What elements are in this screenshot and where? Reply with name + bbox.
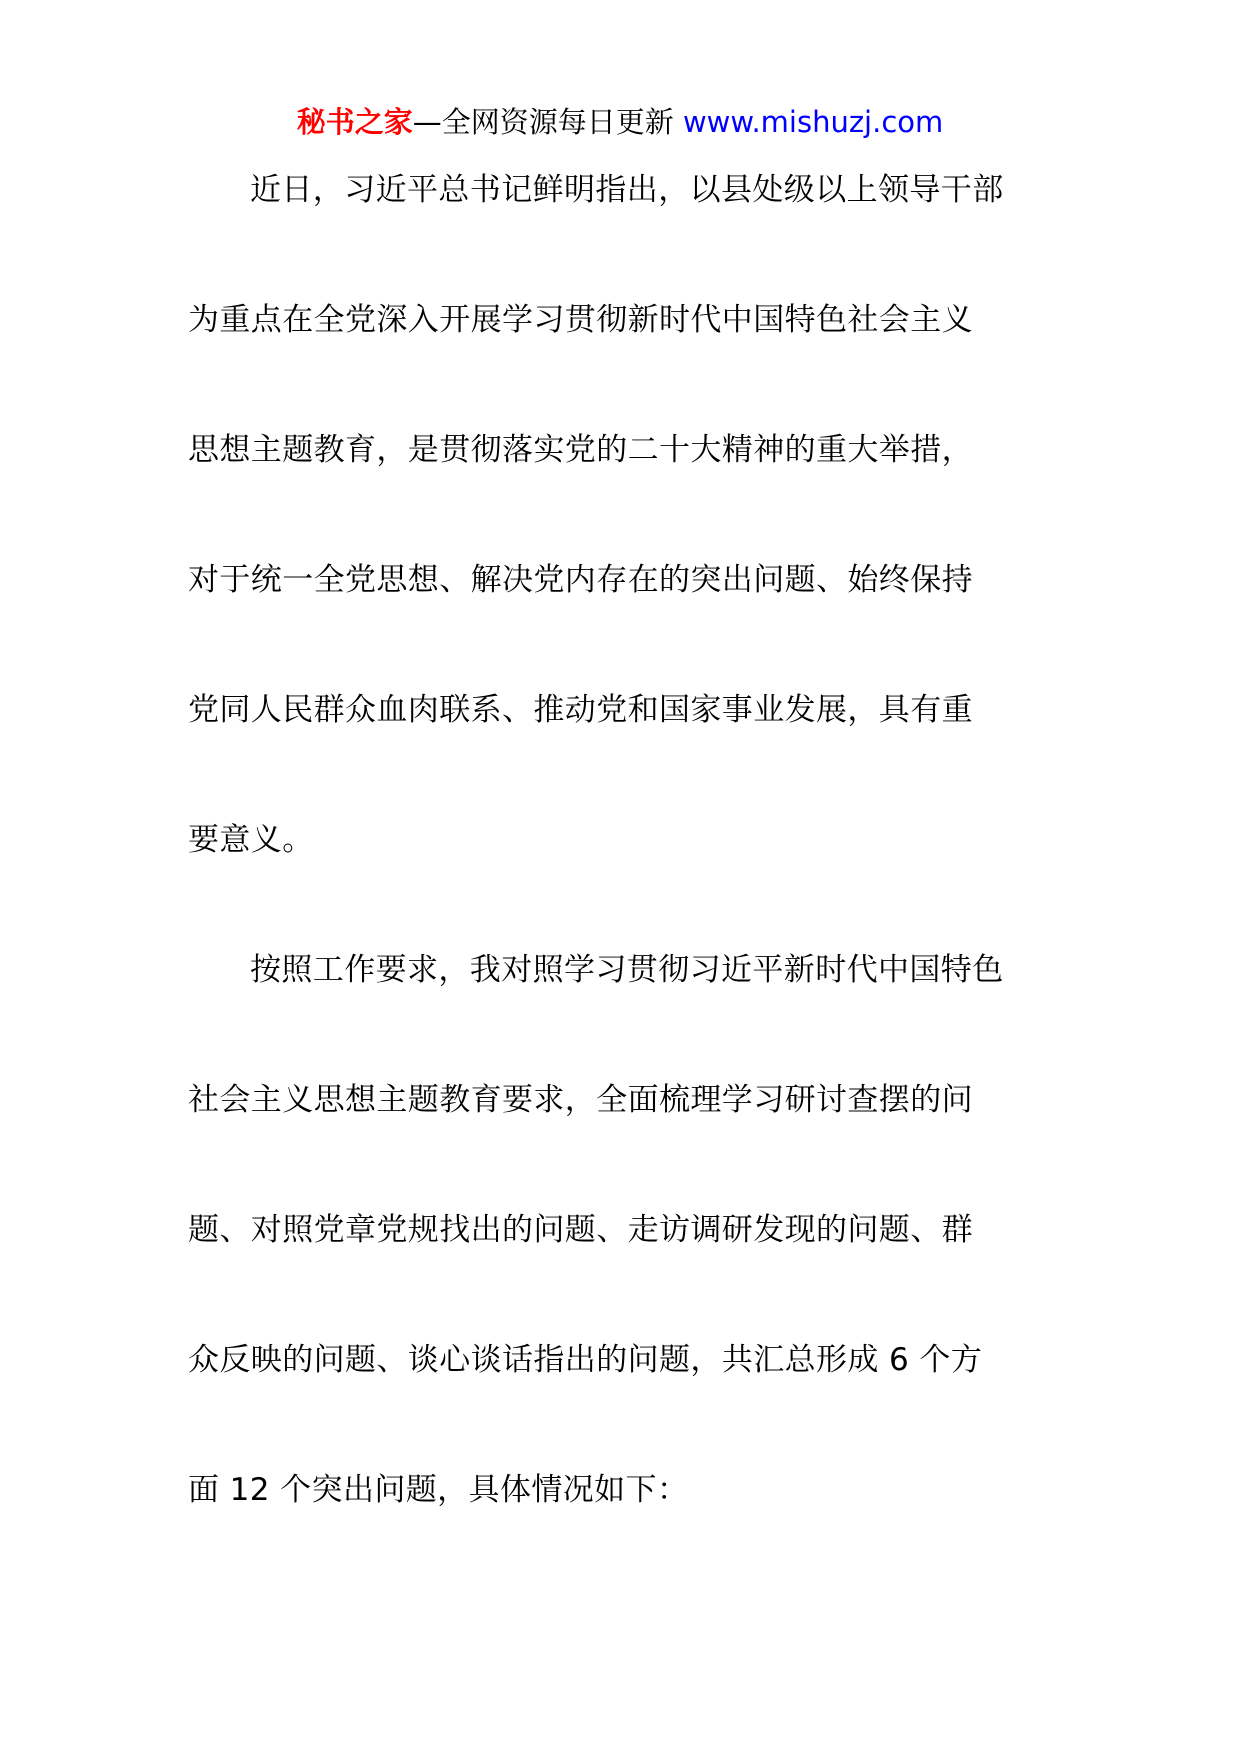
- paragraph-2-line-3: 题、对照党章党规找出的问题、走访调研发现的问题、群: [188, 1212, 973, 1248]
- document-body: [188, 170, 1060, 1600]
- paragraph-1-line-5: 党同人民群众血肉联系、推动党和国家事业发展，具有重: [188, 692, 973, 728]
- paragraph-2-line-1: 按照工作要求，我对照学习贯彻习近平新时代中国特色: [250, 952, 1004, 988]
- paragraph-1-line-1: 近日，习近平总书记鲜明指出，以县处级以上领导干部: [250, 172, 1004, 208]
- paragraph-1-line-4: 对于统一全党思想、解决党内存在的突出问题、始终保持: [188, 562, 973, 598]
- site-url-link[interactable]: www.mishuzj.com: [682, 105, 944, 139]
- paragraph-2-line-5: 面 12 个突出问题，具体情况如下：: [188, 1472, 689, 1508]
- site-header: [0, 102, 1240, 142]
- paragraph-2-line-4: 众反映的问题、谈心谈话指出的问题，共汇总形成 6 个方: [188, 1342, 983, 1378]
- paragraph-1-line-6: 要意义。: [188, 822, 314, 858]
- paragraph-2-line-2: 社会主义思想主题教育要求，全面梳理学习研讨查摆的问: [188, 1082, 973, 1118]
- header-tagline: —全网资源每日更新: [412, 105, 674, 139]
- brand-name: 秘书之家: [296, 105, 413, 139]
- paragraph-1-line-2: 为重点在全党深入开展学习贯彻新时代中国特色社会主义: [188, 302, 973, 338]
- paragraph-1-line-3: 思想主题教育，是贯彻落实党的二十大精神的重大举措，: [188, 432, 973, 468]
